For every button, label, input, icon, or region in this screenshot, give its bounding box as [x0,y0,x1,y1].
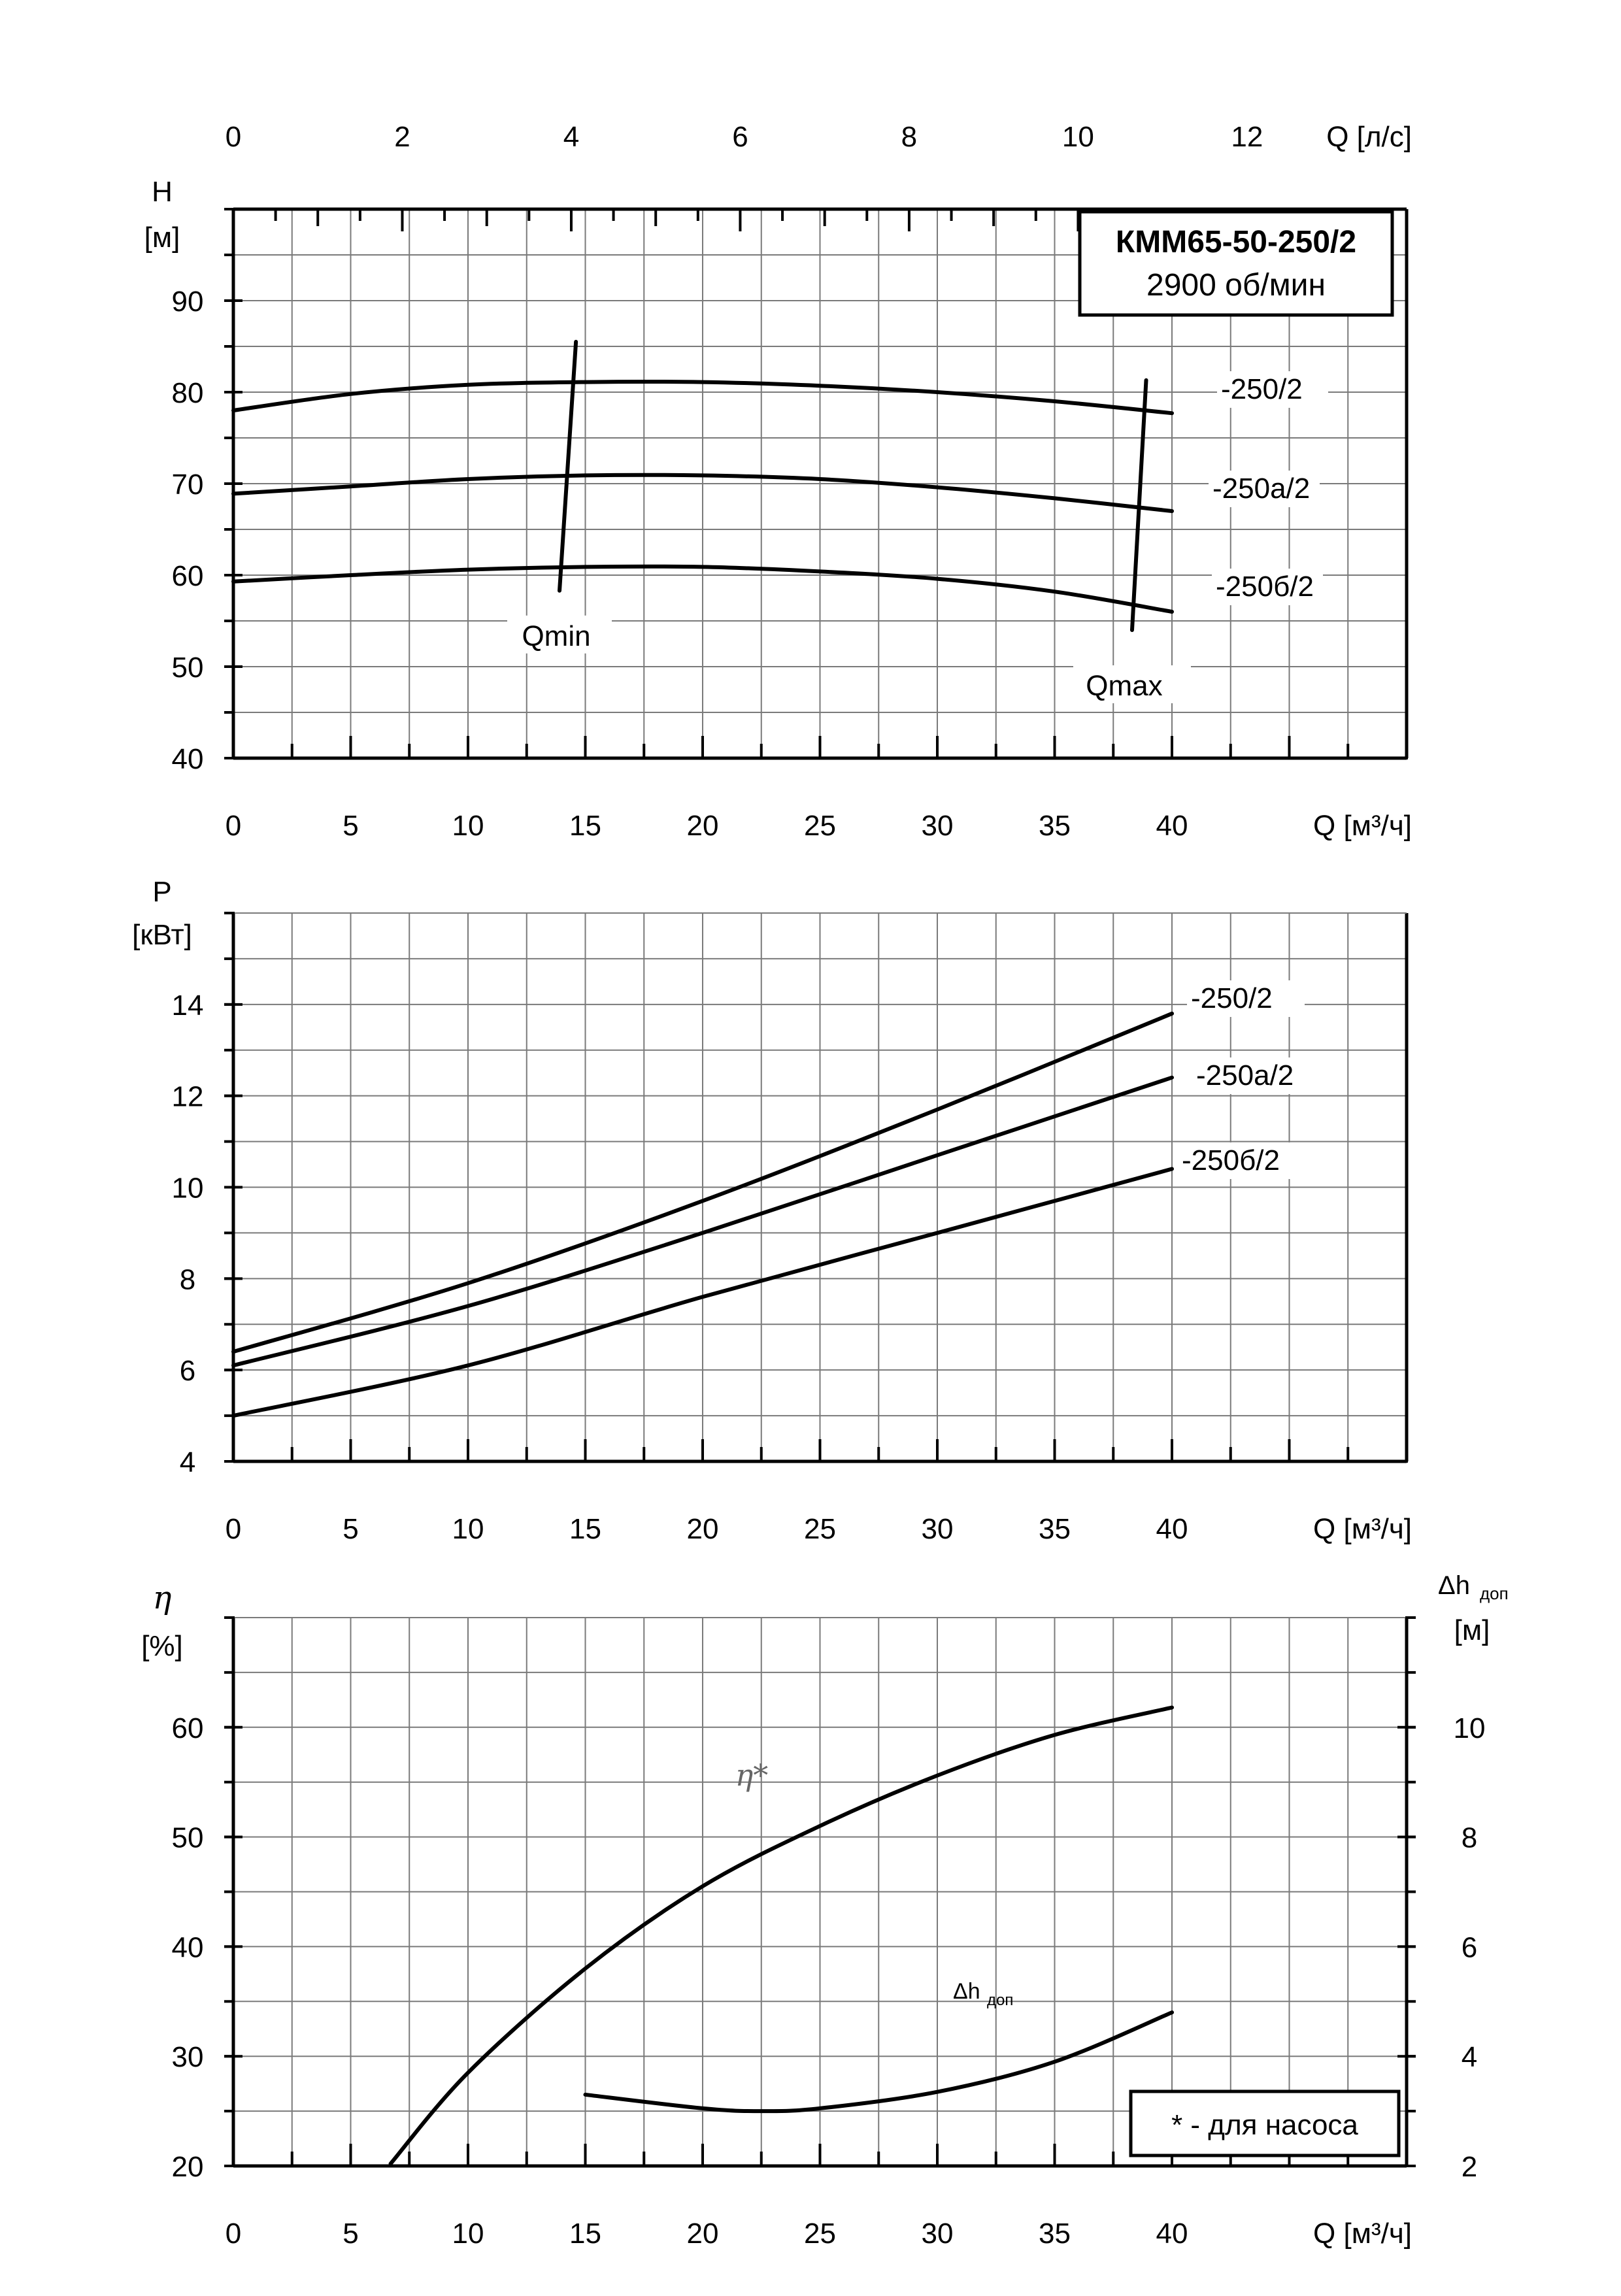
x-tick-label: 35 [1039,2218,1071,2250]
y-tick-label: 14 [171,989,204,1022]
legend-note: * - для насоса [1171,2109,1358,2141]
y-tick-label: 40 [171,1931,204,1964]
x-tick-label: 40 [1156,810,1188,842]
x-tick-label: 5 [343,2218,359,2250]
eta-series-label: η* [735,1757,769,1793]
series-label: -250/2 [1191,982,1273,1014]
x-tick-label: 10 [452,1513,484,1545]
x-tick-label: 25 [804,1513,836,1545]
x-tick-label: 20 [686,1513,719,1545]
x-tick-label: 0 [225,1513,242,1545]
x-tick-label: 30 [921,810,954,842]
series-label: -250а/2 [1212,473,1311,505]
y-tick-label: 40 [171,743,204,775]
x2-tick-label: 4 [563,121,580,153]
y-tick-label: 20 [171,2151,204,2183]
x-tick-label: 20 [686,810,719,842]
series-label: -250/2 [1221,373,1303,405]
x-tick-label: 40 [1156,1513,1188,1545]
x2-tick-label: 2 [394,121,410,153]
y-tick-label: 30 [171,2041,204,2074]
y-axis-unit: [кВт] [132,919,192,951]
y-tick-label: 70 [171,469,204,501]
x-tick-label: 30 [921,1513,954,1545]
y2-axis-subscript: доп [1480,1584,1509,1603]
y2-tick-label: 10 [1453,1712,1486,1744]
x-tick-label: 35 [1039,810,1071,842]
y-axis-unit: [%] [141,1630,183,1662]
x2-tick-label: 0 [225,121,242,153]
x-tick-label: 25 [804,2218,836,2250]
x2-tick-label: 8 [901,121,918,153]
y-axis-symbol: H [152,176,173,208]
y-tick-label: 8 [179,1263,196,1296]
x-tick-label: 20 [686,2218,719,2250]
y2-tick-label: 4 [1461,2041,1478,2074]
x-axis-label: Q [м³/ч] [1313,810,1412,842]
x-tick-label: 15 [569,810,601,842]
x-tick-label: 10 [452,810,484,842]
y-tick-label: 50 [171,1822,204,1854]
series-label: -250б/2 [1182,1144,1280,1176]
x-tick-label: 35 [1039,1513,1071,1545]
y-axis-unit: [м] [144,222,180,254]
y-tick-label: 4 [179,1446,196,1478]
chart-subtitle: 2900 об/мин [1146,268,1326,303]
y-tick-label: 80 [171,377,204,409]
y2-tick-label: 8 [1461,1822,1478,1854]
x-axis-label: Q [м³/ч] [1313,1513,1412,1545]
x-tick-label: 5 [343,1513,359,1545]
y-tick-label: 6 [179,1355,196,1388]
y-tick-label: 90 [171,286,204,318]
y-tick-label: 10 [171,1172,204,1205]
x2-tick-label: 6 [732,121,748,153]
x2-axis-label: Q [л/с] [1326,121,1412,153]
qmin-label: Qmin [522,620,591,652]
x-tick-label: 30 [921,2218,954,2250]
y-tick-label: 12 [171,1080,204,1113]
series-label: -250б/2 [1216,571,1314,603]
x-tick-label: 40 [1156,2218,1188,2250]
y-tick-label: 60 [171,1712,204,1744]
y2-tick-label: 2 [1461,2151,1478,2183]
y-tick-label: 50 [171,652,204,684]
x-axis-label: Q [м³/ч] [1313,2218,1412,2250]
chart-title: КММ65-50-250/2 [1115,225,1357,259]
y2-axis-unit: [м] [1454,1614,1490,1646]
y-tick-label: 60 [171,560,204,592]
x2-tick-label: 12 [1231,121,1263,153]
x-tick-label: 15 [569,1513,601,1545]
x-tick-label: 0 [225,2218,242,2250]
x-tick-label: 5 [343,810,359,842]
qmax-label: Qmax [1086,670,1163,702]
x-tick-label: 25 [804,810,836,842]
y2-tick-label: 6 [1461,1931,1478,1964]
x-tick-label: 15 [569,2218,601,2250]
x-tick-label: 0 [225,810,242,842]
x2-tick-label: 10 [1061,121,1094,153]
dh-series-subscript: доп [987,1991,1014,2009]
series-label: -250а/2 [1196,1059,1294,1091]
y2-axis-symbol: Δh [1438,1571,1470,1600]
y-axis-symbol: η [152,1580,172,1616]
x-tick-label: 10 [452,2218,484,2250]
y-axis-symbol: P [152,876,172,908]
dh-series-label: Δh [953,1979,980,2004]
